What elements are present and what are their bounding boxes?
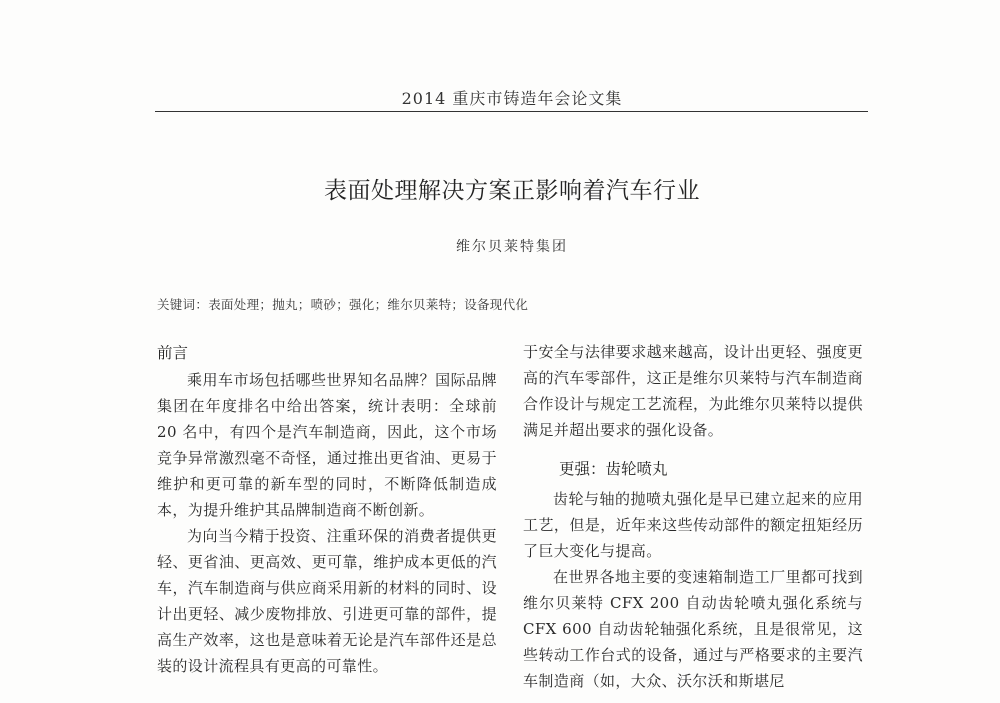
running-header: 2014 重庆市铸造年会论文集 bbox=[401, 89, 623, 108]
paragraph: 为向当今精于投资、注重环保的消费者提供更轻、更省油、更高效、更可靠，维护成本更低的汽车，汽车制造商与供应商采用新的材料的同时、设计出更轻、减少废物排放、引进更可靠的部件，提高生产效率，这也是意味着无论是汽车部件还是总装的设计流程具有更高的可靠性。 bbox=[157, 527, 497, 675]
section-title-gear: 更强：齿轮喷丸 bbox=[559, 460, 668, 478]
article-title: 表面处理解决方案正影响着汽车行业 bbox=[324, 178, 700, 204]
left-column bbox=[157, 339, 497, 679]
header-rule bbox=[155, 111, 868, 112]
section-title-intro: 前言 bbox=[157, 344, 189, 362]
paragraph: 在世界各地主要的变速箱制造工厂里都可找到维尔贝莱特 CFX 200 自动齿轮喷丸强化系统与 CFX 600 自动齿轮轴强化系统，且是很常见，这些转动工作台式的设备，通过与严格要求的主要汽车制造商（如，大众、沃尔沃和斯堪尼 bbox=[523, 568, 863, 690]
paragraph: 乘用车市场包括哪些世界知名品牌？国际品牌集团在年度排名中给出答案，统计表明：全球前 20 名中，有四个是汽车制造商，因此，这个市场竞争异常激烈毫不奇怪，通过推出更省油、更易于维护和更可靠的新车型的同时，不断降低制造成本，为提升维护其品牌制造商不断创新。 bbox=[157, 371, 497, 519]
paragraph: 齿轮与轴的抛喷丸强化是早已建立起来的应用工艺，但是，近年来这些传动部件的额定扭矩经历了巨大变化与提高。 bbox=[523, 490, 863, 560]
paragraph-continued: 于安全与法律要求越来越高，设计出更轻、强度更高的汽车零部件，这正是维尔贝莱特与汽车制造商合作设计与规定工艺流程，为此维尔贝莱特以提供满足并超出要求的强化设备。 bbox=[523, 343, 863, 439]
right-column bbox=[523, 339, 863, 694]
article-author: 维尔贝莱特集团 bbox=[456, 239, 568, 255]
keywords: 关键词：表面处理；抛丸；喷砂；强化；维尔贝莱特；设备现代化 bbox=[157, 297, 529, 312]
